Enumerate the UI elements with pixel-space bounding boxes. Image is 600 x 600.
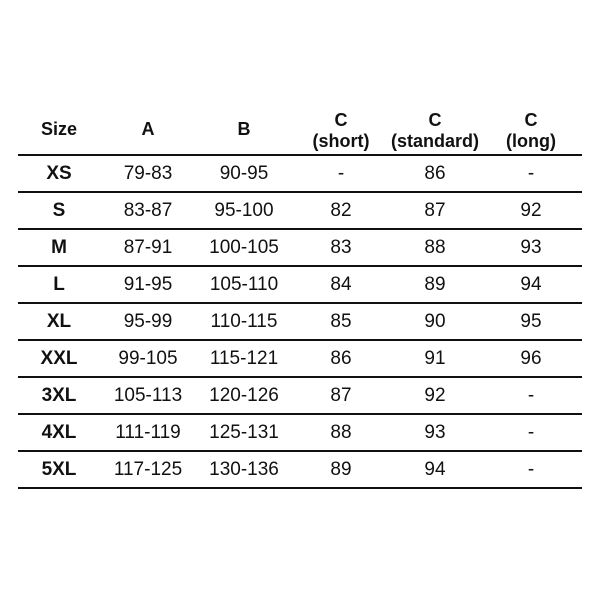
cell-c-short: 85 [292,303,390,340]
cell-c-standard: 93 [390,414,480,451]
table-row [18,155,582,192]
table-row [18,340,582,377]
cell-size: 4XL [18,414,100,451]
cell-b: 130-136 [196,451,292,488]
cell-c-short: 84 [292,266,390,303]
table-header [18,86,582,155]
cell-size: M [18,229,100,266]
cell-c-short: 87 [292,377,390,414]
cell-c-long: - [480,377,582,414]
cell-size: L [18,266,100,303]
cell-a: 111-119 [100,414,196,451]
cell-b: 90-95 [196,155,292,192]
table-row [18,377,582,414]
cell-c-short: 89 [292,451,390,488]
table-body [18,155,582,488]
cell-c-long: 96 [480,340,582,377]
cell-a: 83-87 [100,192,196,229]
cell-a: 105-113 [100,377,196,414]
cell-size: XXL [18,340,100,377]
cell-size: 3XL [18,377,100,414]
cell-b: 100-105 [196,229,292,266]
header-b: B [196,86,292,155]
cell-c-standard: 87 [390,192,480,229]
cell-b: 120-126 [196,377,292,414]
cell-a: 117-125 [100,451,196,488]
cell-c-long: - [480,155,582,192]
header-c-standard: C (standard) [390,86,480,155]
table-row [18,451,582,488]
cell-b: 125-131 [196,414,292,451]
cell-c-standard: 88 [390,229,480,266]
cell-b: 105-110 [196,266,292,303]
cell-size: S [18,192,100,229]
cell-b: 95-100 [196,192,292,229]
cell-a: 79-83 [100,155,196,192]
cell-c-long: - [480,414,582,451]
header-a: A [100,86,196,155]
cell-size: 5XL [18,451,100,488]
cell-c-short: - [292,155,390,192]
header-size: Size [18,86,100,155]
cell-a: 87-91 [100,229,196,266]
cell-c-short: 88 [292,414,390,451]
cell-a: 99-105 [100,340,196,377]
table-row [18,414,582,451]
cell-c-long: 95 [480,303,582,340]
table-row [18,266,582,303]
cell-c-short: 86 [292,340,390,377]
cell-c-standard: 89 [390,266,480,303]
cell-c-long: 92 [480,192,582,229]
cell-c-standard: 86 [390,155,480,192]
cell-c-standard: 90 [390,303,480,340]
cell-c-standard: 94 [390,451,480,488]
cell-c-short: 82 [292,192,390,229]
cell-size: XL [18,303,100,340]
cell-size: XS [18,155,100,192]
cell-c-standard: 92 [390,377,480,414]
table-row [18,303,582,340]
table-row [18,229,582,266]
table-row [18,192,582,229]
cell-b: 115-121 [196,340,292,377]
header-c-short: C (short) [292,86,390,155]
cell-c-standard: 91 [390,340,480,377]
size-chart-table [18,86,582,489]
cell-b: 110-115 [196,303,292,340]
cell-a: 95-99 [100,303,196,340]
cell-c-short: 83 [292,229,390,266]
cell-c-long: 94 [480,266,582,303]
header-c-long: C (long) [480,86,582,155]
cell-c-long: - [480,451,582,488]
cell-c-long: 93 [480,229,582,266]
cell-a: 91-95 [100,266,196,303]
header-row [18,86,582,155]
